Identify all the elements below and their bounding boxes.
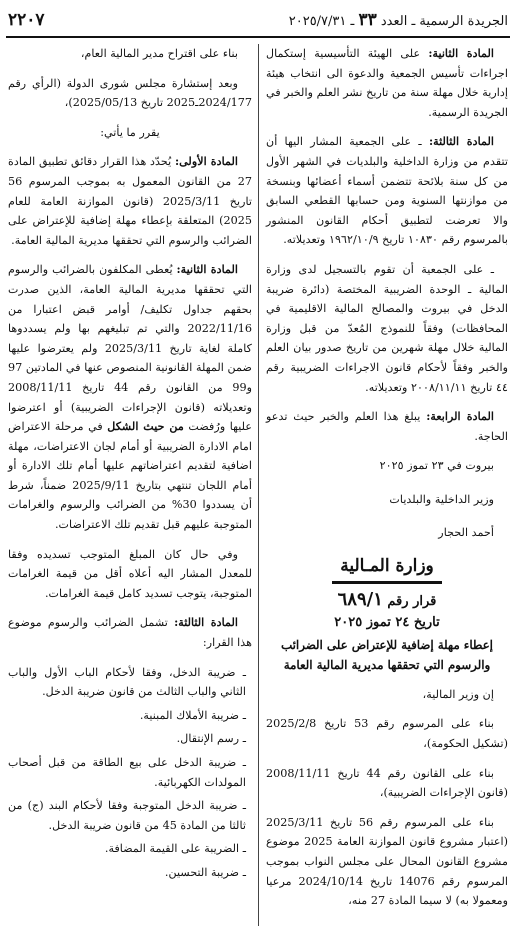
left-article-1-title: المادة الأولى: [174,154,239,169]
article-3-clause-2: ـ على الجمعية أن تقوم بالتسجيل لدى وزارة المالية ـ الوحدة الضريبية المختصة (دائرة ضريبة الدخل في بيروت والمصالح المالية الاقليمية في المحافظات) وفقاً للنموذج المُعدّ من قبل وزارة المالية خلال مهلة شهرين من تاريخ صدور بيان العلم والخبر وفقاً لأحكام قانون الاجراءات الضريبية رقم ٤٤ تاريخ ٢٠٠٨/١١/١١ وتعديلاته. [266,262,508,394]
article-2 [266,44,508,122]
journal-name: الجريدة الرسمية ـ العدد [380,14,508,29]
article-3 [266,132,508,250]
left-article-1-text: يُحدّد هذا القرار دقائق تطبيق المادة 27 من القانون المعمول به بموجب المرسوم 56 تاريخ 2025/3/11 (قانون الموازنة العامة للعام 2025) المتعلقة بإعطاء مهلة إضافية للإعتراض على الضرائب والرسوم التي تحققها مديرية المالية العامة. [8,155,252,247]
left-article-2-text-cont: في مرحلة الاعتراض امام الادارة الضريبية أو أمام لجان الاعتراضات، مهلة اضافية لتقديم اعتراضاتهم عليها أمام تلك الادارة أو أمام اللجان تنتهي بتاريخ 2025/9/11 ضمناً، شرط أن يسددوا 30% من الضرائب والرسوم والغرامات المتوجبة عليهم قبل تقديم تلك الاعتراضات. [8,420,252,532]
issue-date: ـ ٢٠٢٥/٧/٣١ [288,14,355,29]
ministry-rule [332,581,442,584]
decree-number [266,590,508,612]
decree-label: قرار رقم [387,593,437,609]
decides-line: يقرر ما يأتي: [100,125,160,139]
intro-2: وبعد إستشارة مجلس شورى الدولة (الرأي رقم 2024/177ـ2025 تاريخ 2025/05/13)، [8,76,252,110]
intro-1: بناء على اقتراح مدير المالية العام، [80,47,238,60]
header-rule [6,36,510,38]
decree-title: إعطاء مهلة إضافية للإعتراض على الضرائب والرسوم التي تحققها مديرية المالية العامة [281,637,493,672]
left-paragraph-after: وفي حال كان المبلغ المتوجب تسديده وفقا للمعدل المشار اليه أعلاه أقل من قيمة الغرامات المتوجبة، يتوجب تسديد كامل قيمة الغرامات. [8,547,252,600]
decree-date: تاريخ ٢٤ تموز ٢٠٢٥ [334,615,440,631]
ministry-heading: وزارة المـالية [340,556,434,577]
tax-list [8,663,252,883]
journal-title [289,10,508,30]
decree-number-value: ٦٨٩/١ [337,588,383,610]
left-article-3 [8,613,252,652]
left-article-2-text: يُعطى المكلفون بالضرائب والرسوم التي تحققها مديرية المالية العامة، الذين صدرت بحقهم جداول تكليف/ أوامر قبض اعتبارا من 2022/11/16 والتي تم تبليغهم بها ولم يسددوها كاملة لغاية تاريخ 2025/3/11 ولم يعترضوا عليها ضمن المهلة القانونية المنصوص عنها في المادتين 97 و99 من القانون رقم 44 تاريخ 2008/11/11 وتعديلاته (قانون الإجراءات الضريبية) أو اعترضوا عليها ورُفضت [8,263,253,434]
list-item: ـ ضريبة الدخل المتوجبة وفقا لأحكام البند (ج) من ثالثا من المادة 45 من قانون ضريبة الدخل. [8,799,246,832]
article-4 [266,407,508,446]
preamble-4: بناء على المرسوم رقم 56 تاريخ 2025/3/11 (اعتبار مشروع قانون الموازنة العامة 2025 موضوع مشروع القانون المحال على مجلس النواب بموجب المرسوم رقم 14076 تاريخ 2024/10/14 مرعيا ومعمولا به) لا سيما المادة 27 منه، [266,815,509,908]
list-item: ـ رسم الإنتقال. [176,732,246,746]
preamble-3: بناء على القانون رقم 44 تاريخ 2008/11/11 (قانون الإجراءات الضريبية)، [266,766,508,800]
list-item: ـ ضريبة الأملاك المبنية. [139,708,246,722]
issue-number: ٣٣ [358,10,377,30]
left-column [8,44,252,930]
left-article-2 [8,260,252,534]
left-article-2-title: المادة الثانية: [176,262,238,277]
right-column [266,44,508,930]
article-2-text: على الهيئة التأسيسية إستكمال اجراءات تأسيس الجمعية والدعوة الى انتخاب هيئة إدارية خلال مهلة سنة من تاريخ نشر العلم والخبر في الجريدة الرسمية. [266,47,508,119]
article-3-text: ـ على الجمعية المشار اليها أن تتقدم من وزارة الداخلية والبلديات في الشهر الأول من كل سنة بلائحة تتضمن أسماء أعضائها وبنسخة من موازنتها السنوية ومن حسابها القطعي السابق والا تعرضت لتطبيق أحكام القانون المنشور بالمرسوم رقم ١٠٨٣٠ تاريخ ١٩٦٢/١٠/٩ وتعديلاته. [266,135,508,247]
left-article-3-text: تشمل الضرائب والرسوم موضوع هذا القرار: [8,616,252,650]
left-article-1 [8,152,252,250]
list-item: ـ الضريبة على القيمة المضافة. [104,842,246,856]
list-item: ـ ضريبة التحسين. [164,865,246,879]
signature-name: أحمد الحجار [438,526,494,540]
signature-place-date: بيروت في ٢٣ تموز ٢٠٢٥ [379,459,494,473]
left-article-3-title: المادة الثالثة: [174,615,238,630]
article-2-title: المادة الثانية: [428,46,494,60]
article-3-title: المادة الثالثة: [428,134,494,149]
left-article-2-emphasis: من حيث الشكل [107,419,184,434]
article-4-title: المادة الرابعة: [426,409,495,424]
page-header [8,8,508,32]
signature-block [266,456,508,543]
list-item: ـ ضريبة الدخل، وفقا لأحكام الباب الأول والباب الثاني والباب الثالث من قانون ضريبة الدخل. [8,665,246,699]
page-number: ٢٢٠٧ [8,10,45,30]
preamble-2: بناء على المرسوم رقم 53 تاريخ 2025/2/8 (تشكيل الحكومة)، [266,717,508,751]
signature-title: وزير الداخلية والبلديات [389,492,494,506]
list-item: ـ ضريبة الدخل على بيع الطاقة من قبل أصحاب المولدات الكهربائية. [8,756,246,789]
column-divider [258,44,259,926]
preamble-1: إن وزير المالية، [422,687,494,701]
article-4-text: يبلغ هذا العلم والخبر حيث تدعو الحاجة. [266,410,508,443]
